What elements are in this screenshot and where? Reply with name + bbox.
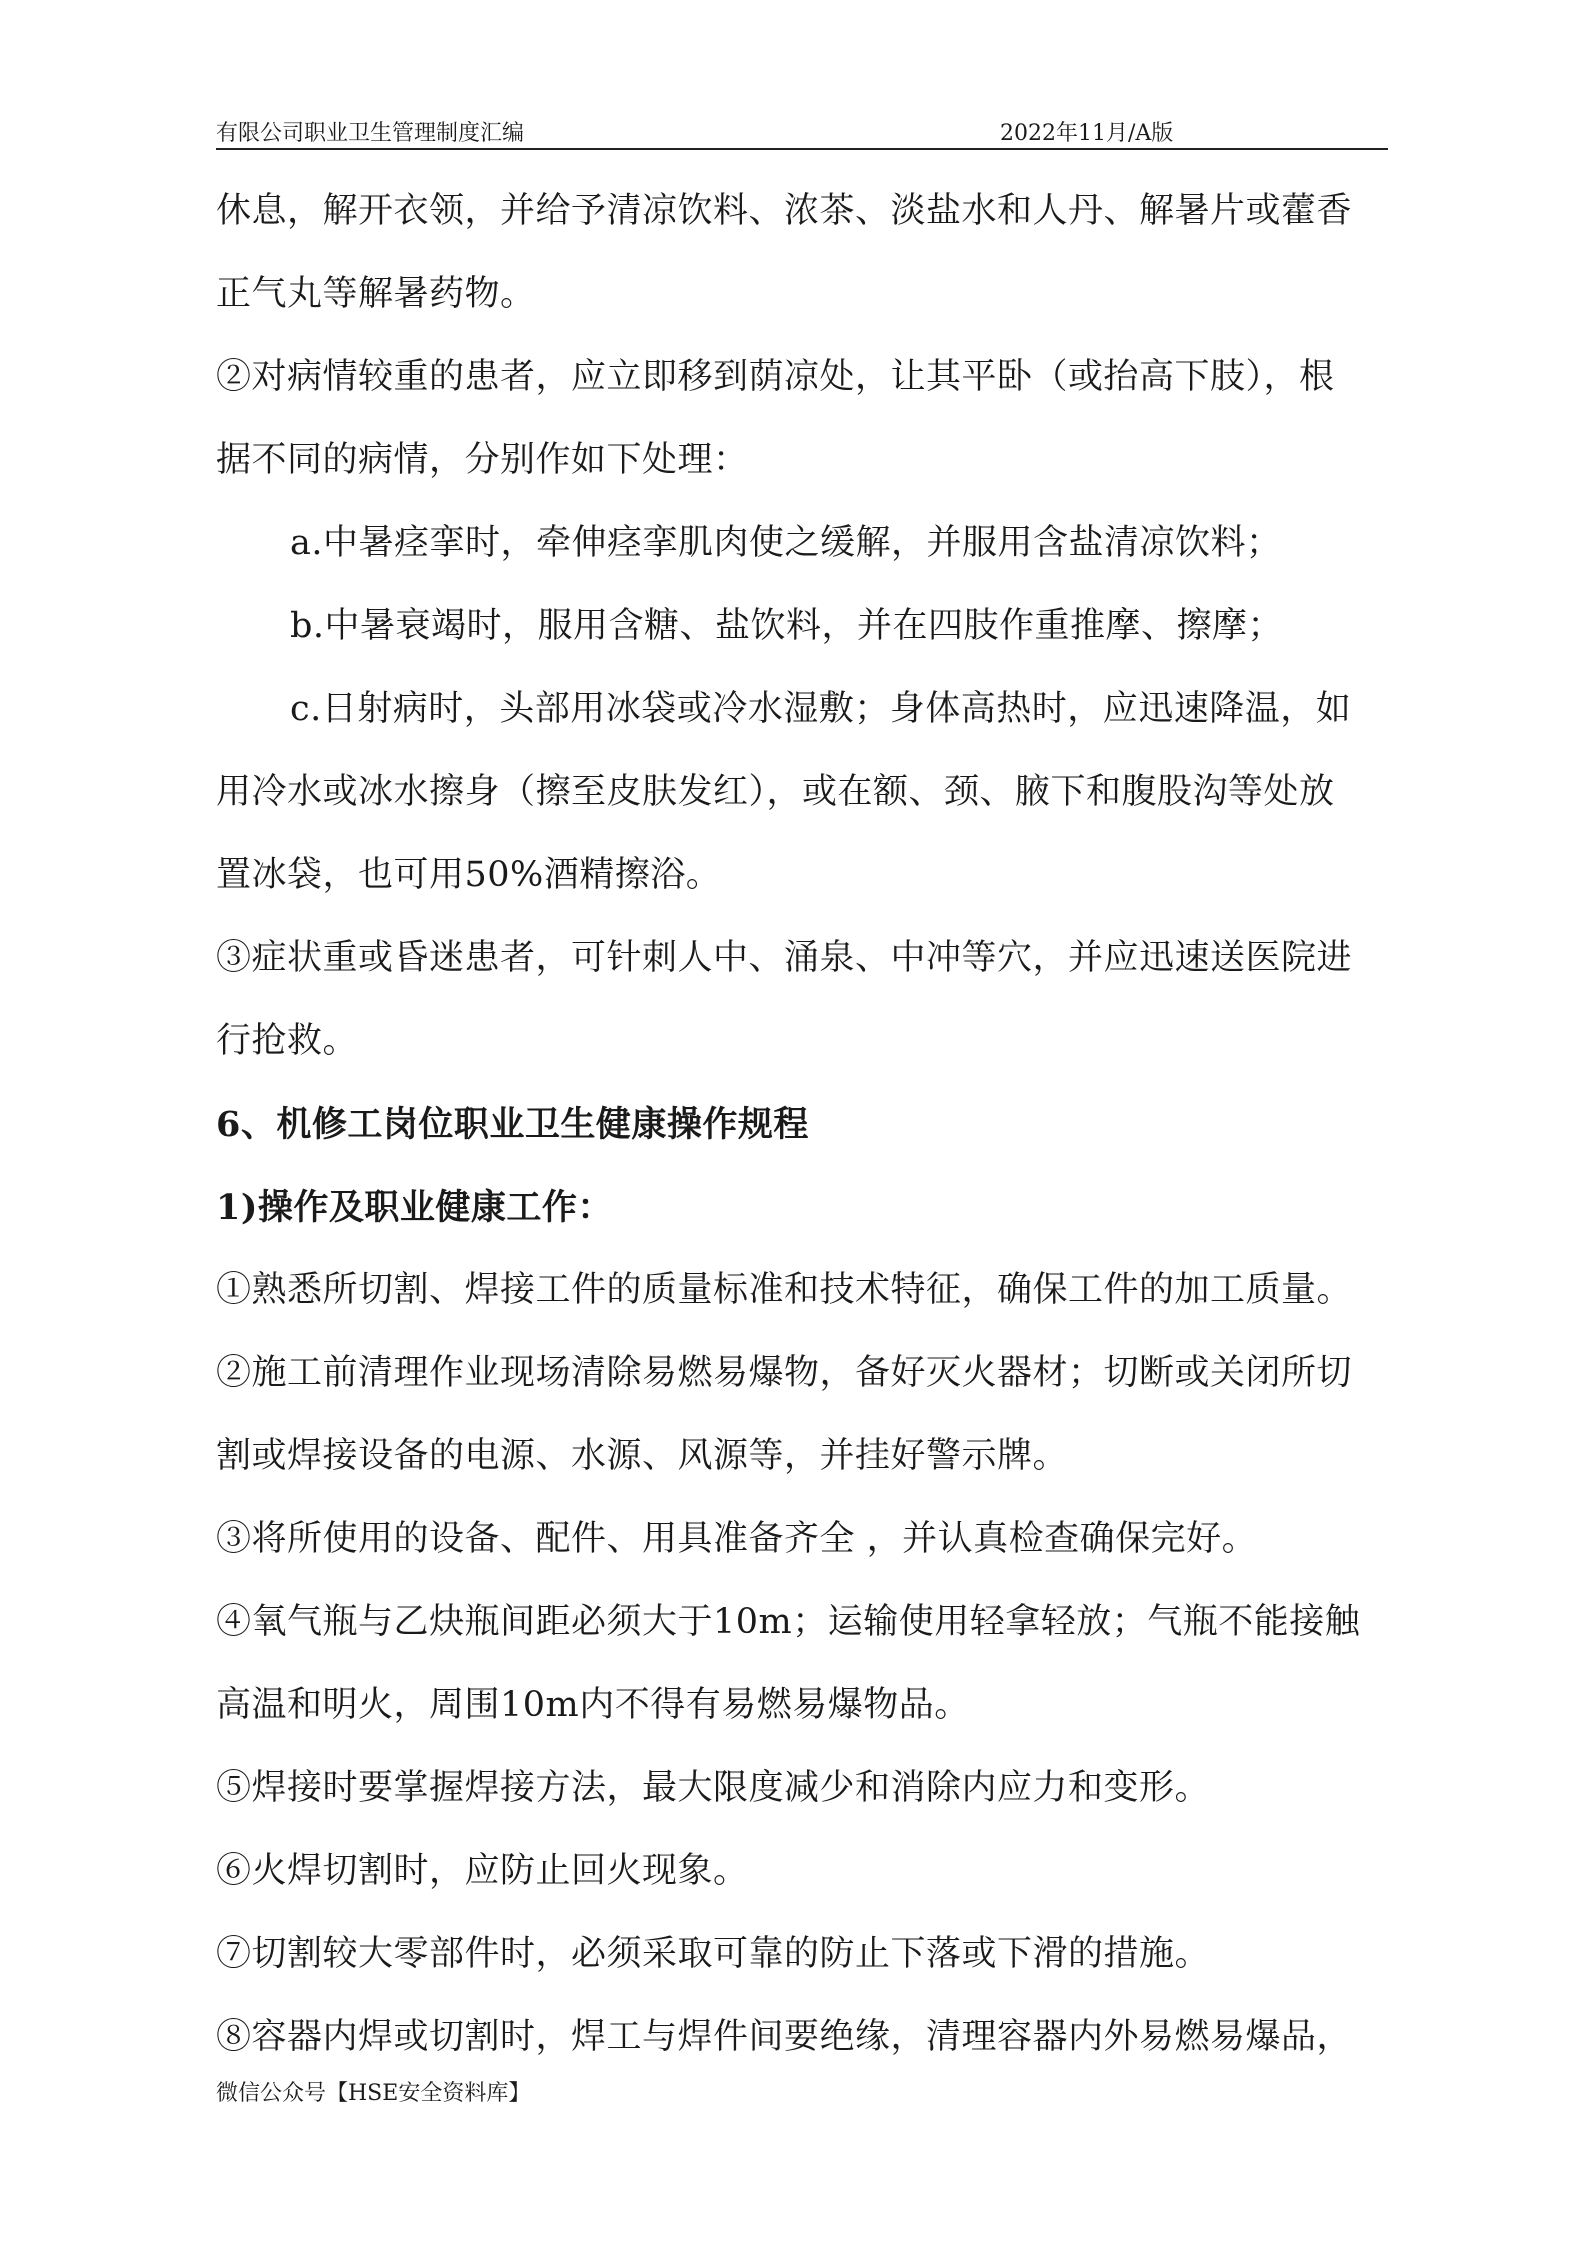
paragraph-line: ②对病情较重的患者，应立即移到荫凉处，让其平卧（或抬高下肢），根	[216, 357, 1335, 397]
paragraph-line: 休息，解开衣领，并给予清凉饮料、浓茶、淡盐水和人丹、解暑片或藿香	[216, 191, 1353, 231]
list-item-b: b.中暑衰竭时，服用含糖、盐饮料，并在四肢作重推摩、擦摩；	[290, 606, 1284, 646]
paragraph-line: ⑧容器内焊或切割时，焊工与焊件间要绝缘，清理容器内外易燃易爆品，	[216, 2017, 1353, 2057]
paragraph-line: ④氧气瓶与乙炔瓶间距必须大于10m；运输使用轻拿轻放；气瓶不能接触	[216, 1602, 1361, 1642]
paragraph-line: ①熟悉所切割、焊接工件的质量标准和技术特征，确保工件的加工质量。	[216, 1270, 1353, 1310]
paragraph-line: ③症状重或昏迷患者，可针刺人中、涌泉、中冲等穴，并应迅速送医院进	[216, 938, 1353, 978]
list-item-c: c.日射病时，头部用冰袋或冷水湿敷；身体高热时，应迅速降温，如	[290, 689, 1352, 729]
paragraph-line: 置冰袋，也可用50%酒精擦浴。	[216, 855, 722, 895]
subsection-heading: 1)操作及职业健康工作：	[216, 1187, 613, 1228]
header-document-title: 有限公司职业卫生管理制度汇编	[216, 121, 525, 146]
paragraph-line: ③将所使用的设备、配件、用具准备齐全 ，并认真检查确保完好。	[216, 1519, 1258, 1559]
paragraph-line: ⑦切割较大零部件时，必须采取可靠的防止下落或下滑的措施。	[216, 1934, 1211, 1974]
paragraph-line: 据不同的病情，分别作如下处理：	[216, 440, 749, 480]
paragraph-line: ⑤焊接时要掌握焊接方法，最大限度减少和消除内应力和变形。	[216, 1768, 1211, 1808]
paragraph-line: ⑥火焊切割时，应防止回火现象。	[216, 1851, 749, 1891]
paragraph-line: 高温和明火，周围10m内不得有易燃易爆物品。	[216, 1685, 970, 1725]
header-version-date: 2022年11月/A版	[1000, 121, 1174, 146]
page-footer: 微信公众号【HSE安全资料库】	[216, 2081, 531, 2106]
page-header	[216, 112, 1388, 150]
paragraph-line: 行抢救。	[216, 1021, 359, 1061]
paragraph-line: ②施工前清理作业现场清除易燃易爆物，备好灭火器材；切断或关闭所切	[216, 1353, 1353, 1393]
body-text	[216, 170, 1396, 2079]
section-heading: 6、机修工岗位职业卫生健康操作规程	[216, 1104, 809, 1145]
paragraph-line: 正气丸等解暑药物。	[216, 274, 536, 314]
paragraph-line: 用冷水或冰水擦身（擦至皮肤发红），或在额、颈、腋下和腹股沟等处放	[216, 772, 1335, 812]
paragraph-line: 割或焊接设备的电源、水源、风源等，并挂好警示牌。	[216, 1436, 1069, 1476]
list-item-a: a.中暑痉挛时，牵伸痉挛肌肉使之缓解，并服用含盐清凉饮料；	[290, 523, 1282, 563]
